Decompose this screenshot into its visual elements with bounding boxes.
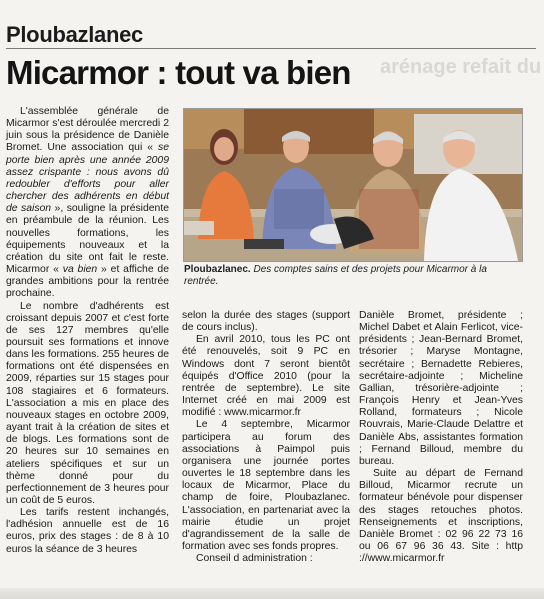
paragraph-intro: L'assemblée générale de Micarmor s'est déroulée mercredi 2 juin sous la présidence de Danièle Bromet. Une association qui « se porte bien après une année 2009 assez crispante : nous avons dû redoubler d'efforts pour aller chercher des adhérents en début de saison », souligne la présidente en préambule de la réunion. Les nouvelles formations, les équipements nouveaux et la création du site ont fait le reste. Micarmor « va bien » et affiche de grandes ambitions pour la rentrée prochaine. (6, 106, 169, 300)
paragraph-prices: Les tarifs restent inchangés, l'adhésion annuelle est de 16 euros, prix des stages : de 8 à 10 euros la séance de 3 heures (6, 507, 169, 555)
photo-caption (184, 264, 522, 288)
paragraph-board: Danièle Bromet, présidente ; Michel Dabet et Alain Ferlicot, vice-présidents ; Jean-Bernard Bromet, trésorier ; Maryse Montagne, secrétaire ; Bernadette Rebieres, secrétaire-adjointe ; Micheline Gallian, trésorière-adjointe ; François Henry et Jean-Yves Rolland, formateurs ; Nicole Rouvrais, Marie-Claude Delattre et Danièle Abs, assistantes formation ; Fernand Billoud, membre du bureau. (359, 310, 523, 467)
column-1 (6, 106, 169, 556)
clipping-bottom-edge (0, 588, 544, 599)
section-rule (6, 48, 536, 49)
paragraph-board-heading: Conseil d administration : (196, 553, 313, 565)
article-photo (183, 108, 523, 262)
paragraph-events: Le 4 septembre, Micarmor participera au forum des associations à Paimpol puis organisera une journée portes ouvertes le 18 septembre dans les locaux de Micarmor, Place du champ de foire, Ploubazlanec. L'association, en partenariat avec la mairie étudie un projet d'agrandissement de la salle de formation avec ses fonds propres. (182, 419, 350, 552)
caption-text: Des comptes sains et des projets pour Micarmor à la rentrée. (184, 264, 487, 287)
paragraph-duration: selon la durée des stages (support de cours inclus). (182, 310, 350, 334)
paragraph-members: Le nombre d'adhérents est croissant depuis 2007 et c'est forte de ses 127 membres qu'elle poursuit ses formations et innove dans les formations. 255 heures de formations ont été dispensées en 2009, réparties sur 15 stages pour 108 stagiaires et 6 formateurs. L'association a mis en place des nouveaux stages en octobre 2009, ayant trait à la création de sites et de blogs. Les formations sont de 20 heures sur 10 semaines en ateliers spécifiques et sur un thème donné pour du perfectionnement de 3 heures pour un coût de 5 euros. (6, 300, 169, 506)
paragraph-equipment: En avril 2010, tous les PC ont été renouvelés, soit 9 PC en Windows dont 7 seront bientôt équipés d'Office 2010 (pour la rentrée de septembre). Le site Internet créé en mai 2009 est modifié : www.micarmor.fr (182, 334, 350, 419)
quote: va bien (62, 264, 98, 276)
headline: Micarmor : tout va bien (6, 54, 351, 91)
paragraph-recruitment: Suite au départ de Fernand Billoud, Micarmor recrute un formateur bénévole pour dispenser des stages retouches photos. Renseignements et inscriptions, Danièle Bromet : 02 96 22 73 16 ou 06 67 96 36 43. Site : http ://www.micarmor.fr (359, 468, 523, 565)
background-ghost-text: arénage refait du (380, 56, 542, 78)
column-2 (182, 310, 350, 565)
caption-lead: Ploubazlanec. (184, 264, 251, 275)
section-title: Ploubazlanec (6, 22, 143, 47)
quote: se porte bien après une année 2009 assez crispante : nous avons dû redoubler d'efforts pour aller chercher des adhérents en début de saison (6, 142, 169, 215)
column-3 (359, 310, 523, 565)
photo-illustration (184, 109, 522, 261)
